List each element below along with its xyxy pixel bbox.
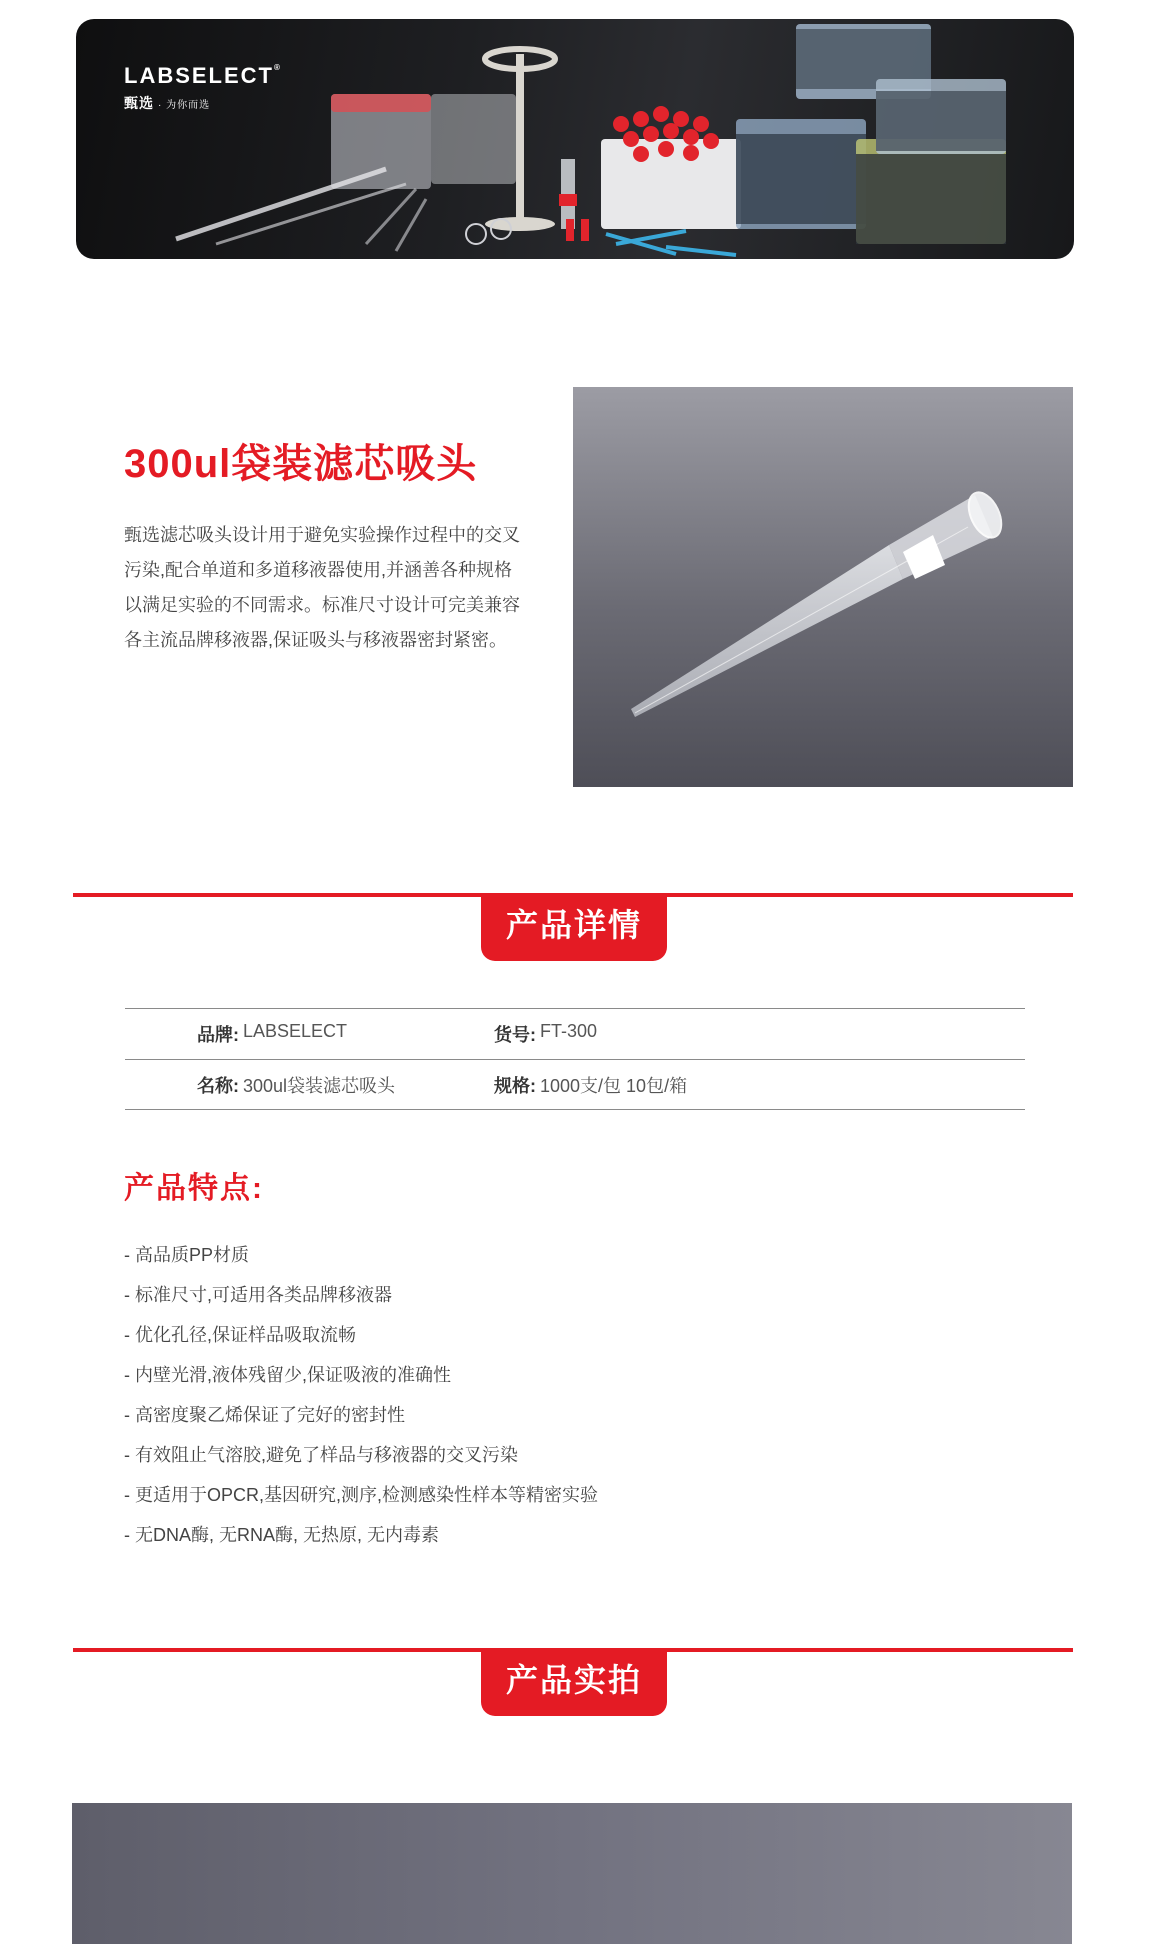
item-number-label: 货号: [494, 1025, 536, 1045]
photos-section-header [73, 1648, 1073, 1718]
brand-slogan-cn: 甄选 [124, 95, 154, 111]
list-item: - 高品质PP材质 [124, 1245, 250, 1265]
table-row [125, 1009, 1025, 1059]
list-item: - 更适用于OPCR,基因研究,测序,检测感染性样本等精密实验 [124, 1485, 599, 1505]
details-section-title: 产品详情 [481, 893, 667, 961]
list-item: - 有效阻止气溶胶,避免了样品与移液器的交叉污染 [124, 1445, 518, 1465]
list-item: - 高密度聚乙烯保证了完好的密封性 [124, 1405, 405, 1425]
list-item: - 无DNA酶, 无RNA酶, 无热原, 无内毒素 [124, 1525, 440, 1545]
name-value: 300ul袋装滤芯吸头 [243, 1075, 396, 1096]
brand-label: 品牌: [197, 1025, 239, 1045]
hero-banner [76, 19, 1074, 259]
product-photo [72, 1803, 1072, 1944]
brand-slogan-sub: · 为你而选 [158, 100, 211, 111]
spec-label: 规格: [494, 1075, 536, 1096]
brand-logo [124, 63, 282, 113]
details-section-header [73, 893, 1073, 963]
brand-value: LABSELECT [243, 1021, 348, 1041]
list-item: - 内壁光滑,液体残留少,保证吸液的准确性 [124, 1365, 451, 1385]
item-number-value: FT-300 [540, 1021, 598, 1041]
spec-table [125, 1008, 1025, 1110]
features-list [124, 1235, 598, 1555]
pipette-tip-illustration [573, 387, 1073, 787]
lab-products-illustration [76, 19, 1074, 259]
product-image [573, 387, 1073, 787]
brand-name: LABSELECT [124, 63, 274, 88]
list-item: - 优化孔径,保证样品吸取流畅 [124, 1325, 356, 1345]
photos-section-title: 产品实拍 [481, 1648, 667, 1716]
name-label: 名称: [197, 1075, 239, 1096]
list-item: - 标准尺寸,可适用各类品牌移液器 [124, 1285, 392, 1305]
product-title: 300ul袋装滤芯吸头 [124, 442, 478, 486]
table-row [125, 1059, 1025, 1109]
features-title: 产品特点: [124, 1172, 264, 1205]
product-description: 甄选滤芯吸头设计用于避免实验操作过程中的交叉污染,配合单道和多道移液器使用,并涵善各种规格以满足实验的不同需求。标准尺寸设计可完美兼容各主流品牌移液器,保证吸头与移液器密封紧密。 [124, 525, 520, 650]
registered-mark: ® [274, 63, 282, 72]
spec-value: 1000支/包 10包/箱 [540, 1075, 688, 1096]
